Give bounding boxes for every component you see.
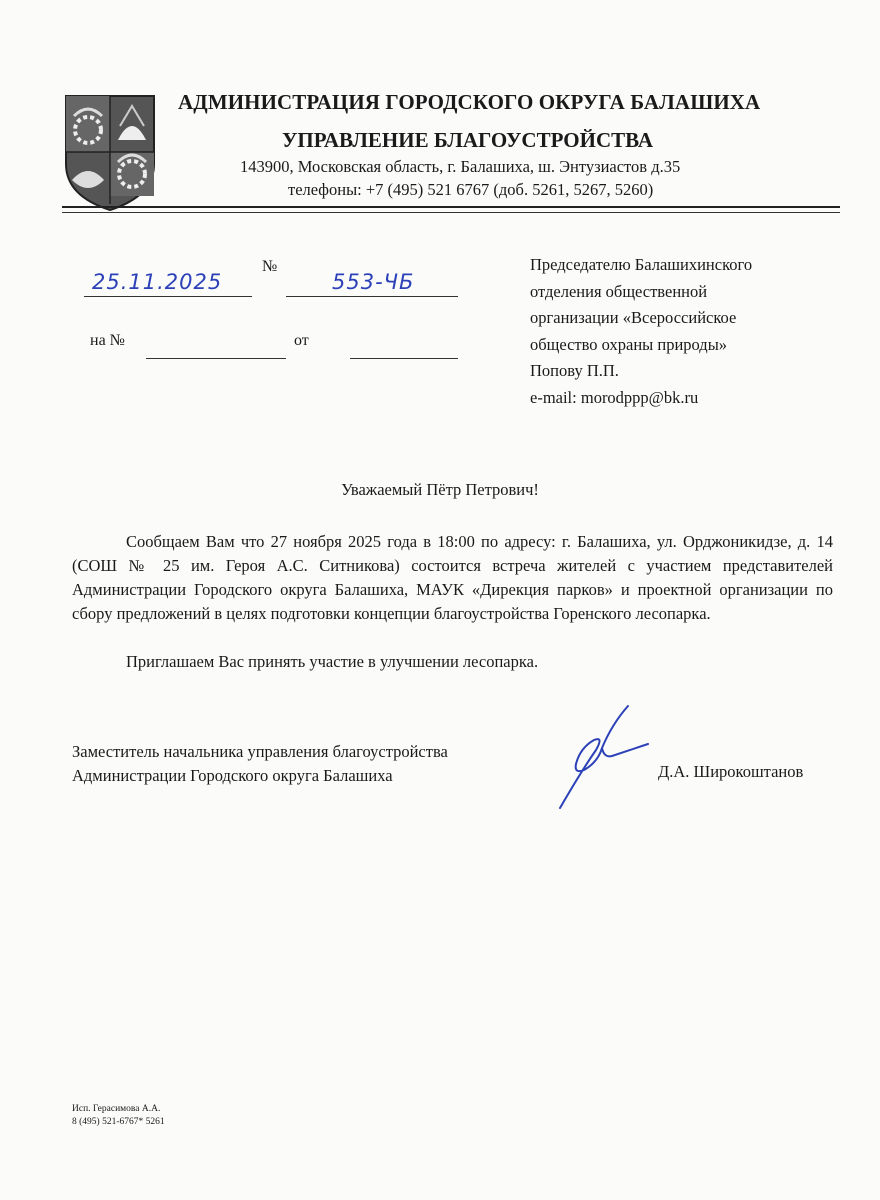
- department-title: УПРАВЛЕНИЕ БЛАГОУСТРОЙСТВА: [282, 128, 653, 152]
- greeting: Уважаемый Пётр Петрович!: [341, 480, 539, 499]
- signatory-name: Д.А. Широкоштанов: [658, 762, 804, 781]
- addressee-email: e-mail: morodppp@bk.ru: [530, 387, 699, 407]
- from-label: от: [294, 332, 309, 349]
- registration-number: 553-ЧБ: [332, 270, 415, 294]
- header-rule-thick: [62, 206, 840, 208]
- position-line: Заместитель начальника управления благоустройства: [72, 742, 448, 761]
- addressee-line: общество охраны природы»: [530, 334, 728, 354]
- handwritten-signature-icon: [552, 700, 652, 812]
- reference-underline: [146, 358, 286, 359]
- org-phones: телефоны: +7 (495) 521 6767 (доб. 5261, 5267, 5260): [288, 180, 654, 199]
- reference-label: на №: [90, 332, 125, 349]
- executor-phone: 8 (495) 521-6767* 5261: [72, 1117, 165, 1127]
- header-rule-thin: [62, 212, 840, 213]
- addressee-line: отделения общественной: [530, 281, 708, 301]
- from-underline: [350, 358, 458, 359]
- date-underline: [84, 296, 252, 297]
- registration-date: 25.11.2025: [92, 270, 223, 294]
- number-label: №: [262, 258, 278, 275]
- executor-info: [72, 1103, 165, 1129]
- position-line: Администрации Городского округа Балашиха: [72, 766, 393, 785]
- body-paragraph: Приглашаем Вас принять участие в улучшении лесопарка.: [126, 652, 539, 671]
- signatory-position: [72, 740, 448, 788]
- number-underline: [286, 296, 458, 297]
- executor-name: Исп. Герасимова А.А.: [72, 1104, 161, 1114]
- coat-of-arms-icon: [62, 92, 158, 212]
- org-address: 143900, Московская область, г. Балашиха, ш. Энтузиастов д.35: [240, 157, 681, 176]
- body-paragraph: Сообщаем Вам что 27 ноября 2025 года в 18:00 по адресу: г. Балашиха, ул. Орджоникидзе, д. 14 (СОШ № 25 им. Героя А.С. Ситникова) состоится встреча жителей с участием представителей Администрации Городского округа Балашиха, МАУК «Дирекция парков» и проектной организации по сбору предложений в целях подготовки концепции благоустройства Горенского лесопарка.: [72, 532, 833, 623]
- addressee-line: организации «Всероссийское: [530, 308, 737, 327]
- addressee-line: Попову П.П.: [530, 361, 619, 380]
- org-title: АДМИНИСТРАЦИЯ ГОРОДСКОГО ОКРУГА БАЛАШИХА: [178, 90, 761, 114]
- addressee-block: [530, 252, 752, 411]
- addressee-line: Председателю Балашихинского: [530, 255, 753, 274]
